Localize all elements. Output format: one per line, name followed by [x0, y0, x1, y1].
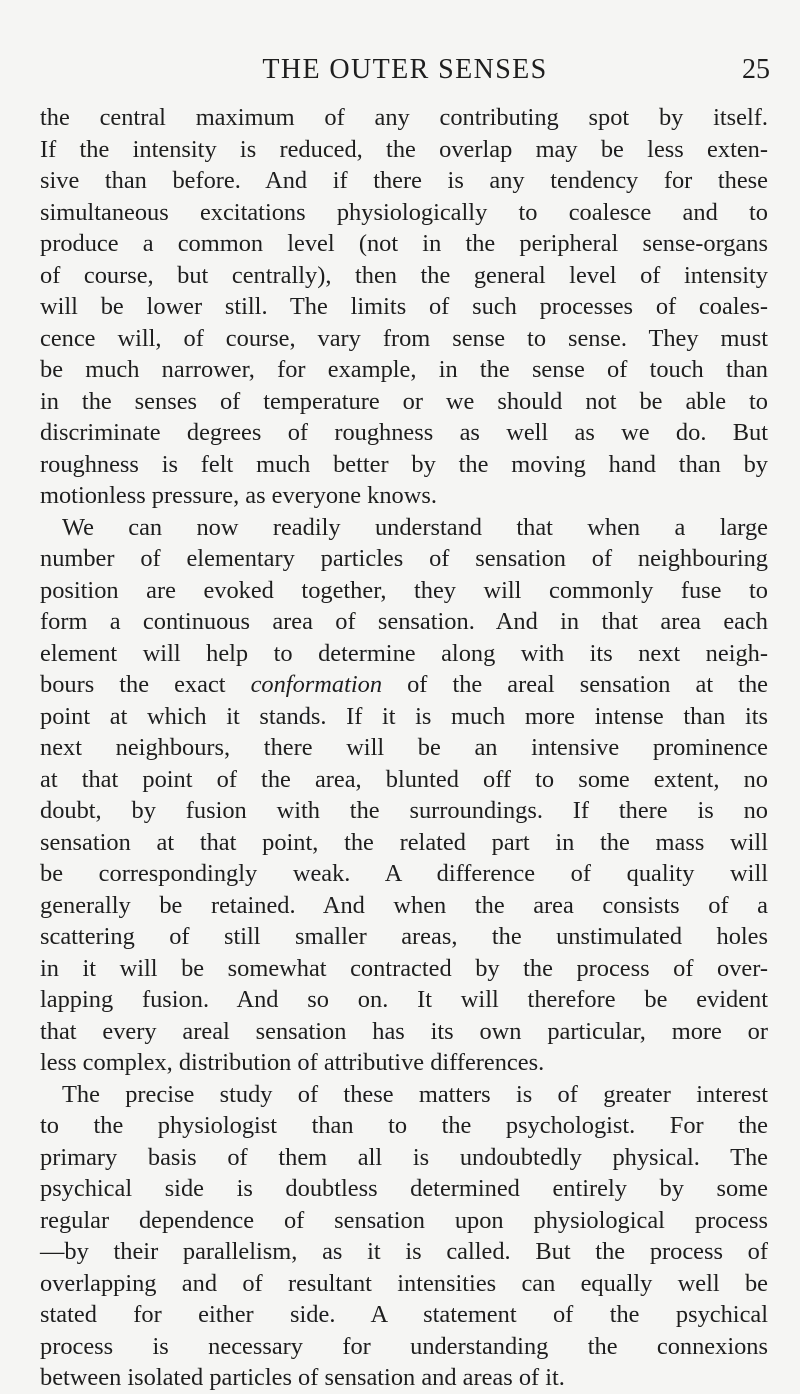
text-line: discriminate degrees of roughness as well as we do. But — [40, 419, 768, 446]
text-line: will be lower still. The limits of such processes of coales- — [40, 293, 768, 320]
text-line: cence will, of course, vary from sense to sense. They must — [40, 324, 768, 352]
paragraph-start-line: The precise study of these matters is of greater interest — [62, 1080, 768, 1108]
text-line: next neighbours, there will be an intensive prominence — [40, 734, 768, 761]
text-line: stated for either side. A statement of the psychical — [40, 1301, 768, 1328]
text-line: in it will be somewhat contracted by the process of over- — [40, 954, 768, 982]
text-line: simultaneous excitations physiologically to coalesce and to — [40, 198, 768, 226]
running-head-title: THE OUTER SENSES — [262, 54, 548, 85]
text-line: be much narrower, for example, in the sense of touch than — [40, 356, 768, 383]
text-line: roughness is felt much better by the moving hand than by — [40, 450, 768, 478]
text-line: position are evoked together, they will commonly fuse to — [40, 576, 768, 604]
text-line: less complex, distribution of attributive differences. — [40, 1049, 545, 1076]
text-line: psychical side is doubtless determined entirely by some — [40, 1175, 768, 1202]
text-line: produce a common level (not in the peripheral sense-organs — [40, 230, 768, 257]
body-text — [40, 102, 768, 1394]
text-line: number of elementary particles of sensation of neighbouring — [40, 545, 768, 572]
text-line: primary basis of them all is undoubtedly physical. The — [40, 1143, 768, 1171]
text-line: in the senses of temperature or we should not be able to — [40, 387, 768, 415]
text-line: form a continuous area of sensation. And in that area each — [40, 608, 768, 635]
text-line: —by their parallelism, as it is called. But the process of — [40, 1238, 768, 1265]
text-line: lapping fusion. And so on. It will therefore be evident — [40, 986, 768, 1013]
text-segment: of the areal sensation at the — [382, 671, 768, 698]
running-head — [40, 50, 770, 90]
text-line: of course, but centrally), then the general level of intensity — [40, 261, 768, 289]
text-line: between isolated particles of sensation and areas of it. — [40, 1364, 565, 1391]
text-line: process is necessary for understanding the connexions — [40, 1332, 768, 1360]
text-line-with-italic — [40, 669, 768, 701]
text-line: sensation at that point, the related part in the mass will — [40, 828, 768, 856]
text-line: regular dependence of sensation upon physiological process — [40, 1206, 768, 1234]
text-line: at that point of the area, blunted off to some extent, no — [40, 765, 768, 793]
italic-term: conformation — [250, 671, 383, 698]
text-segment: bours the exact — [40, 671, 251, 698]
text-line: sive than before. And if there is any tendency for these — [40, 167, 768, 194]
text-line: be correspondingly weak. A difference of quality will — [40, 860, 768, 887]
paragraph-start-line: We can now readily understand that when a large — [62, 513, 768, 541]
text-line: scattering of still smaller areas, the unstimulated holes — [40, 923, 768, 950]
text-line: point at which it stands. If it is much more intense than its — [40, 702, 768, 730]
page-number: 25 — [742, 54, 770, 85]
text-line: doubt, by fusion with the surroundings. If there is no — [40, 797, 768, 824]
text-line: that every areal sensation has its own particular, more or — [40, 1017, 768, 1045]
text-line: element will help to determine along with its next neigh- — [40, 639, 768, 667]
text-line: to the physiologist than to the psychologist. For the — [40, 1112, 768, 1139]
text-line: overlapping and of resultant intensities can equally well be — [40, 1269, 768, 1297]
text-line: motionless pressure, as everyone knows. — [40, 482, 437, 509]
text-line: generally be retained. And when the area consists of a — [40, 891, 768, 919]
text-line: the central maximum of any contributing spot by itself. — [40, 104, 768, 131]
text-line: If the intensity is reduced, the overlap may be less exten- — [40, 135, 768, 163]
